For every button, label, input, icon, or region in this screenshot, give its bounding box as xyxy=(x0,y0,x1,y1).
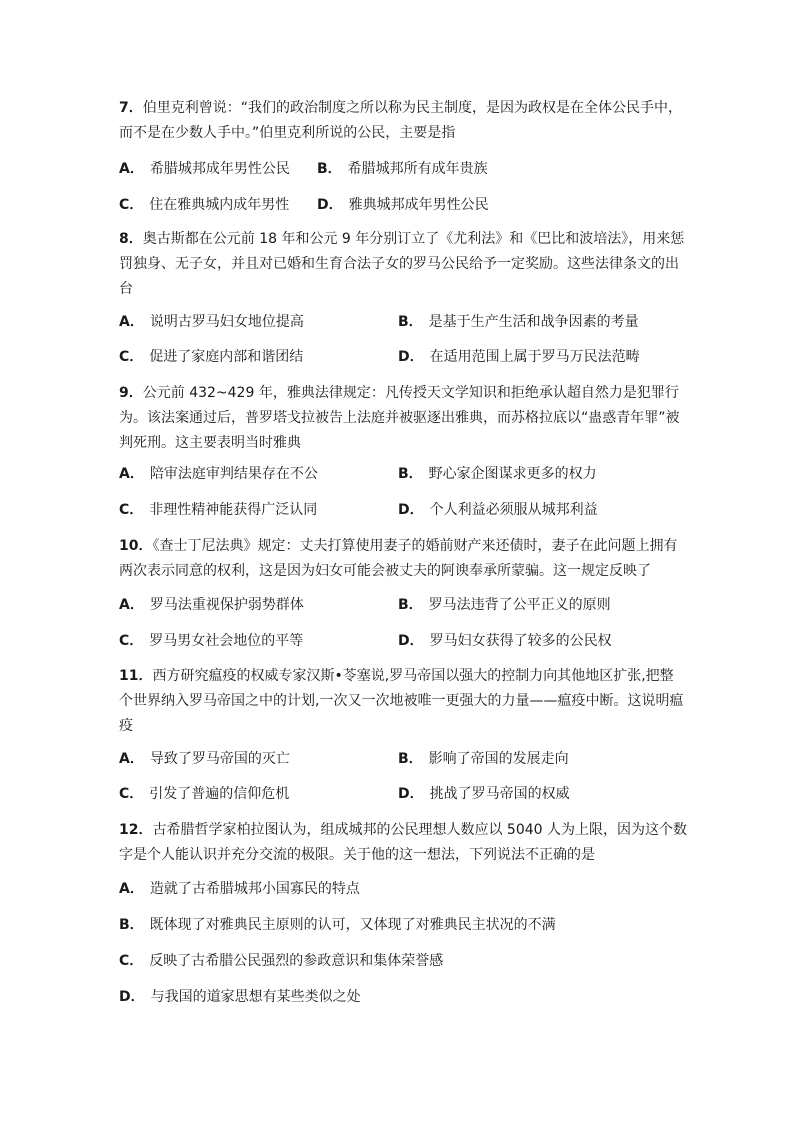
question-12 xyxy=(119,818,687,868)
option-row xyxy=(119,914,699,936)
option-row xyxy=(119,986,699,1008)
option-c[interactable]: C． 非理性精神能获得广泛认同 xyxy=(119,502,318,518)
option-row xyxy=(119,463,699,485)
option-d[interactable]: D． 在适用范围上属于罗马万民法范畴 xyxy=(398,349,640,365)
option-b[interactable]: B． 是基于生产生活和战争因素的考量 xyxy=(398,314,639,330)
option-a[interactable]: A． 罗马法重视保护弱势群体 xyxy=(119,597,304,613)
option-row xyxy=(119,630,699,652)
question-number: 8． xyxy=(119,231,143,247)
option-a[interactable]: A． 造就了古希腊城邦小国寡民的特点 xyxy=(119,881,360,897)
option-a[interactable]: A． 希腊城邦成年男性公民 xyxy=(119,161,290,177)
question-stem xyxy=(119,381,687,456)
option-b[interactable]: B． 野心家企图谋求更多的权力 xyxy=(398,466,597,482)
question-text: 古希腊哲学家柏拉图认为，组成城邦的公民理想人数应以 5040 人为上限，因为这个数字是个人能认识并充分交流的极限。关于他的这一想法，下列说法不正确的是 xyxy=(119,822,688,863)
question-8 xyxy=(119,227,687,302)
option-c[interactable]: C． 促进了家庭内部和谐团结 xyxy=(119,349,304,365)
question-11 xyxy=(119,664,687,739)
option-b[interactable]: B． 罗马法违背了公平正义的原则 xyxy=(398,597,611,613)
question-text: 西方研究瘟疫的权威专家汉斯•苓塞说,罗马帝国以强大的控制力向其他地区扩张,把整个世界纳入罗马帝国之中的计划,一次又一次地被唯一更强大的力量——瘟疫中断。这说明瘟疫 xyxy=(119,668,684,734)
question-stem xyxy=(119,227,687,302)
option-d[interactable]: D． 个人利益必须服从城邦利益 xyxy=(398,502,598,518)
question-stem xyxy=(119,664,687,739)
question-text: 奥古斯都在公元前 18 年和公元 9 年分别订立了《尤利法》和《巴比和波培法》，用来惩罚独身、无子女，并且对已婚和生育合法子女的罗马公民给予一定奖励。这些法律条文的出台 xyxy=(119,231,685,297)
option-a[interactable]: A． 陪审法庭审判结果存在不公 xyxy=(119,466,318,482)
question-number: 10． xyxy=(119,538,153,554)
option-c[interactable]: C． 罗马男女社会地位的平等 xyxy=(119,633,304,649)
question-text: 《查士丁尼法典》规定：丈夫打算使用妻子的婚前财产来还债时，妻子在此问题上拥有两次表示同意的权利，这是因为妇女可能会被丈夫的阿谀奉承所蒙骗。这一规定反映了 xyxy=(119,538,678,579)
question-7 xyxy=(119,96,687,146)
option-c[interactable]: C． 住在雅典城内成年男性 xyxy=(119,197,290,213)
option-row xyxy=(119,594,699,616)
option-c[interactable]: C． 反映了古希腊公民强烈的参政意识和集体荣誉感 xyxy=(119,953,444,969)
option-row xyxy=(119,311,699,333)
option-row xyxy=(119,499,699,521)
option-row xyxy=(119,748,699,770)
question-stem xyxy=(119,818,687,868)
option-b[interactable]: B． 希腊城邦所有成年贵族 xyxy=(317,161,488,177)
question-number: 7． xyxy=(119,100,143,116)
question-9 xyxy=(119,381,687,456)
option-row xyxy=(119,783,699,805)
option-d[interactable]: D． 罗马妇女获得了较多的公民权 xyxy=(398,633,612,649)
option-b[interactable]: B． 既体现了对雅典民主原则的认可，又体现了对雅典民主状况的不满 xyxy=(119,917,556,933)
question-number: 9． xyxy=(119,385,143,401)
question-number: 11． xyxy=(119,668,153,684)
option-d[interactable]: D． 挑战了罗马帝国的权威 xyxy=(398,786,570,802)
option-b[interactable]: B． 影响了帝国的发展走向 xyxy=(398,751,569,767)
question-stem xyxy=(119,96,687,146)
option-row xyxy=(119,158,699,180)
question-10 xyxy=(119,534,687,584)
question-text: 公元前 432~429 年，雅典法律规定：凡传授天文学知识和拒绝承认超自然力是犯罪行为。该法案通过后，普罗塔戈拉被告上法庭并被驱逐出雅典，而苏格拉底以“蛊惑青年罪”被判死刑。这主要表明当时雅典 xyxy=(119,385,680,451)
question-number: 12． xyxy=(119,822,153,838)
option-d[interactable]: D． 雅典城邦成年男性公民 xyxy=(317,197,489,213)
option-a[interactable]: A． 导致了罗马帝国的灭亡 xyxy=(119,751,290,767)
question-stem xyxy=(119,534,687,584)
option-row xyxy=(119,878,699,900)
option-row xyxy=(119,950,699,972)
question-text: 伯里克利曾说：“我们的政治制度之所以称为民主制度，是因为政权是在全体公民手中，而不是在少数人手中。”伯里克利所说的公民，主要是指 xyxy=(119,100,683,141)
option-row xyxy=(119,346,699,368)
option-a[interactable]: A． 说明古罗马妇女地位提高 xyxy=(119,314,304,330)
option-d[interactable]: D． 与我国的道家思想有某些类似之处 xyxy=(119,989,361,1005)
option-c[interactable]: C． 引发了普遍的信仰危机 xyxy=(119,786,290,802)
option-row xyxy=(119,194,699,216)
